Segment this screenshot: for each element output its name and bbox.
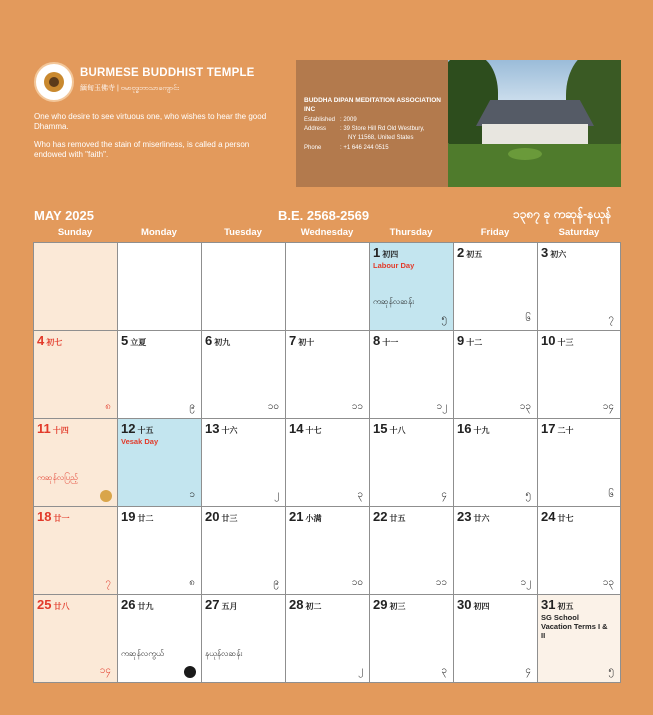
day-number [37, 597, 69, 612]
lunar-date: 初五 [557, 602, 574, 611]
day-number-value: 1 [373, 245, 381, 260]
established-value: : 2009 [340, 117, 357, 123]
holiday-label: SG School Vacation Terms I & II [541, 613, 608, 640]
day-number [457, 597, 489, 612]
weekday-header [33, 227, 621, 241]
lunar-date: 二十 [557, 426, 574, 435]
lunar-date: 初十 [298, 338, 315, 347]
myanmar-event: ကဆုန်လကွယ် [121, 649, 164, 658]
org-subtitle: 緬甸玉佛寺 | ဗမာဗုဒ္ဓဘာသာကျောင်း [80, 85, 179, 92]
day-cell-28 [286, 595, 370, 682]
day-number-value: 23 [457, 509, 472, 524]
day-cell-27 [202, 595, 286, 682]
day-cell-31 [538, 595, 620, 682]
myanmar-date: ၁ [189, 489, 195, 500]
weekday-friday: Friday [480, 227, 510, 238]
day-number [289, 333, 314, 348]
day-number [289, 597, 321, 612]
lunar-date: 廿九 [137, 602, 154, 611]
myanmar-date: ၈ [189, 577, 195, 588]
lunar-date: 十二 [466, 338, 483, 347]
lunar-date: 廿一 [53, 514, 70, 523]
lunar-date: 立夏 [130, 338, 147, 347]
day-cell-17 [538, 419, 620, 507]
day-number-value: 13 [205, 421, 220, 436]
day-number [541, 245, 566, 260]
day-cell-22 [370, 507, 454, 595]
lunar-date: 初九 [214, 338, 231, 347]
lunar-date: 初四 [473, 602, 490, 611]
myanmar-date: ၄ [525, 665, 531, 676]
day-number [373, 597, 405, 612]
logo-center [49, 77, 59, 87]
calendar-grid [33, 242, 621, 683]
myanmar-date: ၆ [608, 489, 614, 500]
phone-value: : +1 646 244 0515 [340, 145, 389, 151]
myanmar-date: ၉ [189, 401, 195, 412]
lunar-date: 小满 [305, 514, 322, 523]
lunar-date: 十一 [382, 338, 399, 347]
day-number-value: 6 [205, 333, 213, 348]
quote-1: One who desire to see virtuous one, who wishes to hear the good Dhamma. [34, 112, 267, 131]
day-cell-12 [118, 419, 202, 507]
day-number-value: 25 [37, 597, 52, 612]
day-cell-26 [118, 595, 202, 682]
day-number [373, 333, 398, 348]
myanmar-date: ၁၂ [436, 401, 447, 412]
day-number [457, 333, 482, 348]
org-title: BURMESE BUDDHIST TEMPLE [80, 67, 255, 79]
day-cell-24 [538, 507, 620, 595]
myanmar-date: ၂ [274, 489, 279, 500]
day-number-value: 18 [37, 509, 52, 524]
day-number-value: 27 [205, 597, 220, 612]
address-line1: : 39 Store Hill Rd Old Westbury, [340, 126, 425, 132]
lunar-date: 初六 [550, 250, 567, 259]
weekday-wednesday: Wednesday [300, 227, 354, 238]
day-cell-16 [454, 419, 538, 507]
lunar-date: 十五 [137, 426, 154, 435]
day-cell-2 [454, 243, 538, 331]
association-title: BUDDHA DIPAN MEDITATION ASSOCIATION INC [304, 97, 441, 113]
lunar-date: 初四 [382, 250, 399, 259]
myanmar-date: ၁၂ [520, 577, 531, 588]
myanmar-date: ၅ [441, 313, 447, 324]
new-moon-icon [184, 666, 196, 678]
day-number [121, 333, 146, 348]
day-number-value: 2 [457, 245, 465, 260]
myanmar-date: ၃ [357, 489, 363, 500]
myanmar-date: ၁၃ [519, 401, 531, 412]
myanmar-date: ၅ [608, 665, 614, 676]
lunar-date: 廿七 [557, 514, 574, 523]
day-number-value: 14 [289, 421, 304, 436]
lunar-date: 十六 [221, 426, 238, 435]
day-number-value: 21 [289, 509, 304, 524]
day-number [541, 597, 573, 612]
day-number-value: 29 [373, 597, 388, 612]
lunar-date: 廿二 [137, 514, 154, 523]
day-number [37, 421, 69, 436]
lunar-date: 廿八 [53, 602, 70, 611]
day-cell-19 [118, 507, 202, 595]
day-number-value: 19 [121, 509, 136, 524]
myanmar-date: ၁၁ [351, 401, 363, 412]
day-cell-9 [454, 331, 538, 419]
day-cell-5 [118, 331, 202, 419]
day-cell-8 [370, 331, 454, 419]
day-number-value: 4 [37, 333, 45, 348]
temple-logo [34, 62, 74, 102]
empty-day-cell [286, 243, 370, 331]
day-cell-13 [202, 419, 286, 507]
day-number-value: 30 [457, 597, 472, 612]
quote-2: Who has removed the stain of miserliness, is called a person endowed with "faith". [34, 140, 250, 159]
day-number [205, 509, 237, 524]
day-cell-29 [370, 595, 454, 682]
month-title: MAY 2025 [34, 208, 94, 223]
myanmar-date: ၁၀ [267, 401, 279, 412]
address-label: Address [304, 126, 327, 132]
day-number [205, 597, 237, 612]
day-cell-20 [202, 507, 286, 595]
day-number-value: 17 [541, 421, 556, 436]
weekday-tuesday: Tuesday [224, 227, 262, 238]
day-number [457, 421, 489, 436]
lunar-date: 初五 [466, 250, 483, 259]
myanmar-date: ၁၁ [435, 577, 447, 588]
day-number [289, 509, 321, 524]
day-number-value: 31 [541, 597, 556, 612]
lunar-date: 十四 [52, 426, 69, 435]
empty-day-cell [202, 243, 286, 331]
day-cell-10 [538, 331, 620, 419]
info-phone [304, 144, 389, 152]
lunar-date: 五月 [221, 602, 238, 611]
weekday-saturday: Saturday [558, 227, 600, 238]
weekday-thursday: Thursday [389, 227, 433, 238]
day-cell-6 [202, 331, 286, 419]
myanmar-date: ၄ [441, 489, 447, 500]
myanmar-date: ၁၀ [351, 577, 363, 588]
info-address [304, 125, 424, 133]
day-cell-25 [34, 595, 118, 682]
myanmar-event: ကဆုန်လဆန်း [373, 297, 415, 306]
day-cell-3 [538, 243, 620, 331]
lunar-date: 十九 [473, 426, 490, 435]
myanmar-date: ၃ [441, 665, 447, 676]
day-number-value: 7 [289, 333, 297, 348]
address-line2: NY 11568, United States [348, 135, 414, 141]
myanmar-date: ၇ [608, 313, 614, 324]
myanmar-event: ကဆုန်လပြည့် [37, 473, 78, 482]
day-number [541, 509, 573, 524]
day-number [289, 421, 321, 436]
day-number-value: 15 [373, 421, 388, 436]
day-number-value: 12 [121, 421, 136, 436]
full-moon-icon [100, 490, 112, 502]
day-cell-30 [454, 595, 538, 682]
myanmar-date: ၂ [358, 665, 363, 676]
established-label: Established [304, 117, 336, 123]
day-number-value: 3 [541, 245, 549, 260]
holiday-label: Labour Day [373, 261, 415, 270]
day-number [205, 421, 237, 436]
day-number [373, 421, 405, 436]
lunar-date: 十七 [305, 426, 322, 435]
day-number-value: 9 [457, 333, 465, 348]
myanmar-date: ၁၄ [99, 665, 111, 676]
day-cell-7 [286, 331, 370, 419]
lunar-date: 廿三 [221, 514, 238, 523]
weekday-monday: Monday [141, 227, 177, 238]
phone-label: Phone [304, 145, 322, 151]
lunar-date: 十三 [557, 338, 574, 347]
lunar-date: 廿六 [473, 514, 490, 523]
day-number-value: 22 [373, 509, 388, 524]
logo-emblem [44, 72, 64, 92]
buddhist-era: B.E. 2568-2569 [278, 208, 370, 223]
day-number [457, 245, 482, 260]
empty-day-cell [34, 243, 118, 331]
lunar-date: 廿五 [389, 514, 406, 523]
day-number [121, 597, 153, 612]
lunar-date: 十八 [389, 426, 406, 435]
day-number-value: 24 [541, 509, 556, 524]
myanmar-date: ၇ [105, 577, 111, 588]
myanmar-date: ၅ [525, 489, 531, 500]
day-number [37, 509, 69, 524]
day-number-value: 26 [121, 597, 136, 612]
day-number [373, 245, 398, 260]
day-number [121, 421, 153, 436]
day-number-value: 28 [289, 597, 304, 612]
photo-house [482, 124, 588, 144]
info-established [304, 116, 357, 124]
lunar-date: 初七 [46, 338, 63, 347]
day-number [373, 509, 405, 524]
day-number-value: 11 [37, 421, 51, 436]
day-cell-4 [34, 331, 118, 419]
weekday-sunday: Sunday [57, 227, 93, 238]
photo-bush [508, 148, 542, 160]
day-number [541, 333, 573, 348]
lunar-date: 初二 [305, 602, 322, 611]
myanmar-date: ၈ [105, 401, 111, 412]
lunar-date: 初三 [389, 602, 406, 611]
day-number [37, 333, 62, 348]
day-cell-15 [370, 419, 454, 507]
myanmar-date: ၁၃ [602, 577, 614, 588]
myanmar-month: ၁၃၈၇ ခု ကဆုန်-နယုန် [513, 207, 612, 221]
photo-roof [476, 100, 594, 126]
day-number [121, 509, 153, 524]
day-number-value: 20 [205, 509, 220, 524]
day-cell-14 [286, 419, 370, 507]
myanmar-date: ၆ [525, 313, 531, 324]
day-cell-11 [34, 419, 118, 507]
day-cell-23 [454, 507, 538, 595]
temple-photo [448, 60, 621, 187]
myanmar-date: ၁၄ [602, 401, 614, 412]
empty-day-cell [118, 243, 202, 331]
day-cell-18 [34, 507, 118, 595]
association-info-box [296, 60, 448, 187]
day-number-value: 16 [457, 421, 472, 436]
day-number-value: 8 [373, 333, 381, 348]
day-cell-1 [370, 243, 454, 331]
myanmar-event: နယုန်လဆန်း [205, 649, 243, 658]
day-number-value: 5 [121, 333, 129, 348]
day-number [541, 421, 573, 436]
holiday-label: Vesak Day [121, 437, 159, 446]
day-number [457, 509, 489, 524]
myanmar-date: ၉ [273, 577, 279, 588]
day-cell-21 [286, 507, 370, 595]
day-number [205, 333, 230, 348]
day-number-value: 10 [541, 333, 556, 348]
